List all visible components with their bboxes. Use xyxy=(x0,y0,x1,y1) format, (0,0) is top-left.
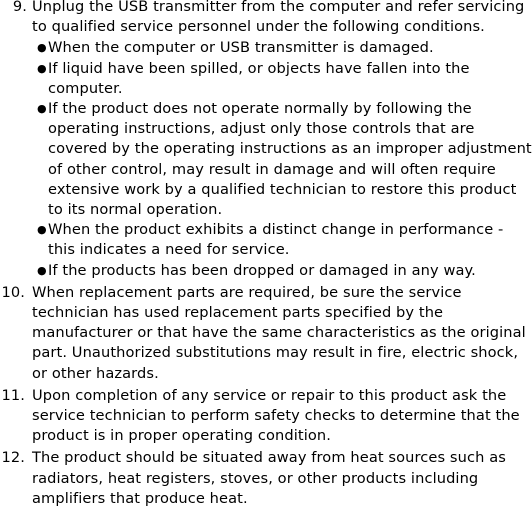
item-text: Unplug the USB transmitter from the computer and refer servicing to qualified service personnel under the following conditions. xyxy=(32,0,525,36)
bullet-icon: ● xyxy=(37,102,47,116)
instruction-item-10 xyxy=(0,283,532,384)
item-number: 12. xyxy=(1,449,25,467)
item-text: The product should be situated away from heat sources such as radiators, heat registers, stoves, or other products including amplifiers that produce heat. xyxy=(32,449,506,507)
list-item-text: If the products has been dropped or damaged in any way. xyxy=(48,261,476,279)
list-item-text: When the computer or USB transmitter is damaged. xyxy=(48,39,434,57)
condition-list xyxy=(32,38,532,280)
list-item xyxy=(32,59,532,99)
list-item-text: When the product exhibits a distinct change in performance - this indicates a need for service. xyxy=(48,221,504,259)
list-item-text: If liquid have been spilled, or objects have fallen into the computer. xyxy=(48,59,470,97)
bullet-icon: ● xyxy=(37,223,47,237)
bullet-icon: ● xyxy=(37,61,47,75)
instruction-item-11 xyxy=(0,386,532,447)
item-number: 9. xyxy=(12,0,27,15)
list-item xyxy=(32,99,532,220)
bullet-icon: ● xyxy=(37,263,47,277)
list-item-text: If the product does not operate normally by following the operating instructions, adjust only those controls that are covered by the operating instructions as an improper adjustment of other control, may result in damage and will often require extensive work by a qualified technician to restore this product to its normal operation. xyxy=(48,100,532,219)
list-item xyxy=(32,261,532,281)
item-text: Upon completion of any service or repair to this product ask the service technician to perform safety checks to determine that the product is in proper operating condition. xyxy=(32,386,520,445)
item-number: 10. xyxy=(1,283,25,301)
list-item xyxy=(32,220,532,260)
list-item xyxy=(32,38,532,58)
bullet-icon: ● xyxy=(37,41,47,55)
item-number: 11. xyxy=(1,386,25,404)
instruction-item-12 xyxy=(0,448,532,509)
item-text: When replacement parts are required, be sure the service technician has used replacement parts specified by the manufacturer or that have the same characteristics as the original part. Unauthorized substitutions may result in fire, electric shock, or other hazards. xyxy=(32,283,526,382)
